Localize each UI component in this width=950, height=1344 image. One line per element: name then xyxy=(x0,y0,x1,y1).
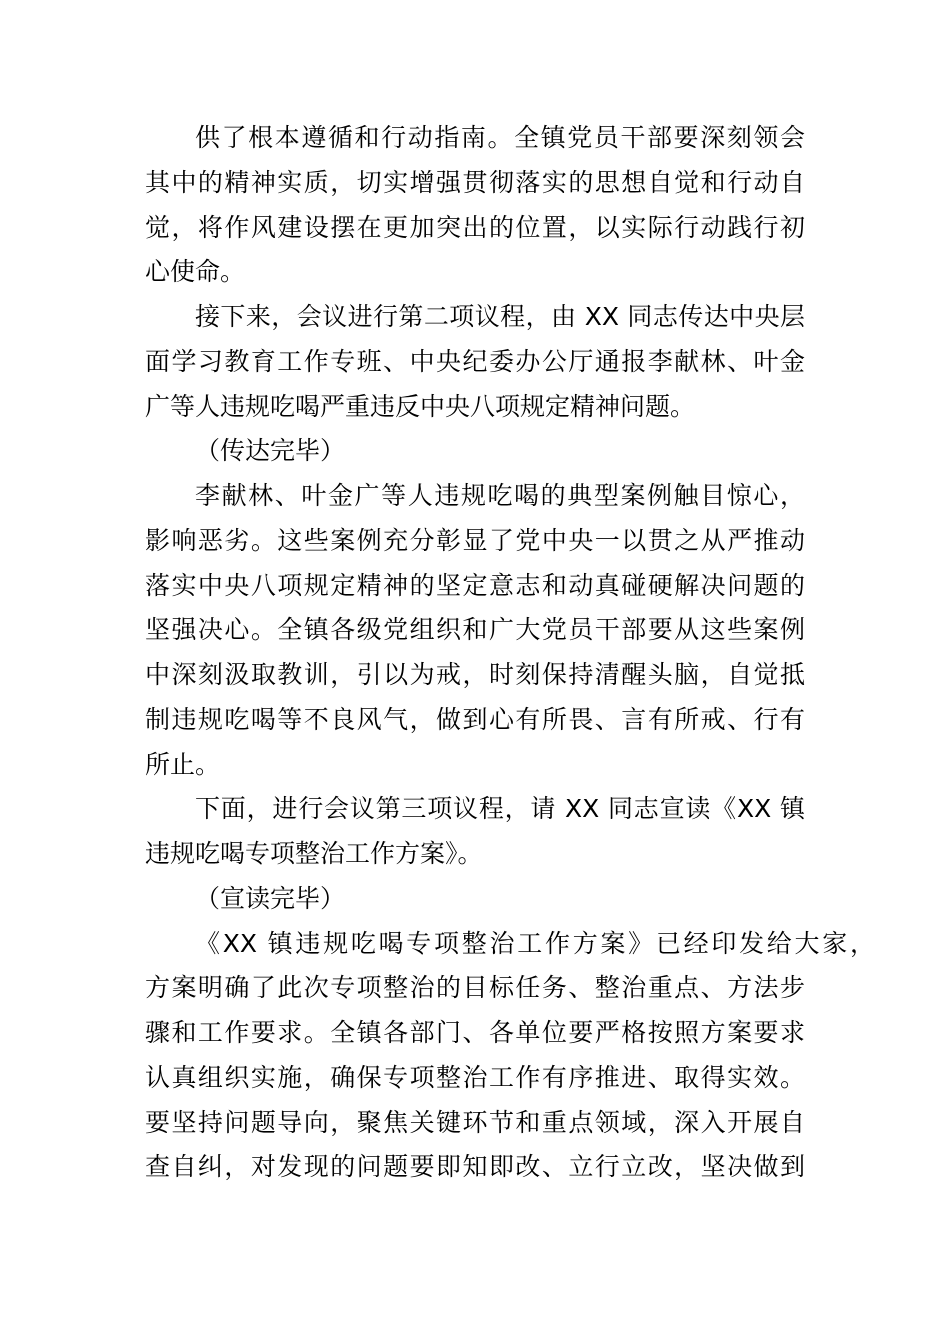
text-line: 供了根本遵循和行动指南。全镇党员干部要深刻领会 xyxy=(195,123,805,152)
text-line: 制违规吃喝等不良风气，做到心有所畏、言有所戒、行有 xyxy=(145,704,805,734)
text-line: 落实中央八项规定精神的坚定意志和动真碰硬解决问题的 xyxy=(145,570,805,600)
text-line: 所止。 xyxy=(145,749,221,779)
text-line: 觉，将作风建设摆在更加突出的位置，以实际行动践行初 xyxy=(145,212,805,242)
text-line: 骤和工作要求。全镇各部门、各单位要严格按照方案要求 xyxy=(145,1018,805,1047)
text-line: 中深刻汲取教训，引以为戒，时刻保持清醒头脑，自觉抵 xyxy=(145,660,805,689)
text-line: 《XX 镇违规吃喝专项整治工作方案》已经印发给大家， xyxy=(195,928,875,958)
text-line: （宣读完毕） xyxy=(195,883,346,913)
text-line: 李献林、叶金广等人违规吃喝的典型案例触目惊心， xyxy=(195,481,805,510)
text-line: （传达完毕） xyxy=(195,436,346,466)
text-line: 心使命。 xyxy=(145,257,246,287)
text-line: 要坚持问题导向，聚焦关键环节和重点领域，深入开展自 xyxy=(145,1107,805,1137)
text-line: 违规吃喝专项整治工作方案》。 xyxy=(145,839,483,868)
text-line: 影响恶劣。这些案例充分彰显了党中央一以贯之从严推动 xyxy=(145,525,805,555)
text-line: 下面，进行会议第三项议程，请 XX 同志宣读《XX 镇 xyxy=(195,794,805,824)
text-line: 查自纠，对发现的问题要即知即改、立行立改，坚决做到 xyxy=(145,1152,805,1182)
text-line: 广等人违规吃喝严重违反中央八项规定精神问题。 xyxy=(145,391,696,421)
text-line: 面学习教育工作专班、中央纪委办公厅通报李献林、叶金 xyxy=(145,346,805,376)
text-line: 接下来，会议进行第二项议程，由 XX 同志传达中央层 xyxy=(195,302,805,331)
text-line: 认真组织实施，确保专项整治工作有序推进、取得实效。 xyxy=(145,1062,805,1092)
text-line: 方案明确了此次专项整治的目标任务、整治重点、方法步 xyxy=(145,973,805,1003)
text-line: 其中的精神实质，切实增强贯彻落实的思想自觉和行动自 xyxy=(145,167,805,197)
text-line: 坚强决心。全镇各级党组织和广大党员干部要从这些案例 xyxy=(145,615,805,645)
